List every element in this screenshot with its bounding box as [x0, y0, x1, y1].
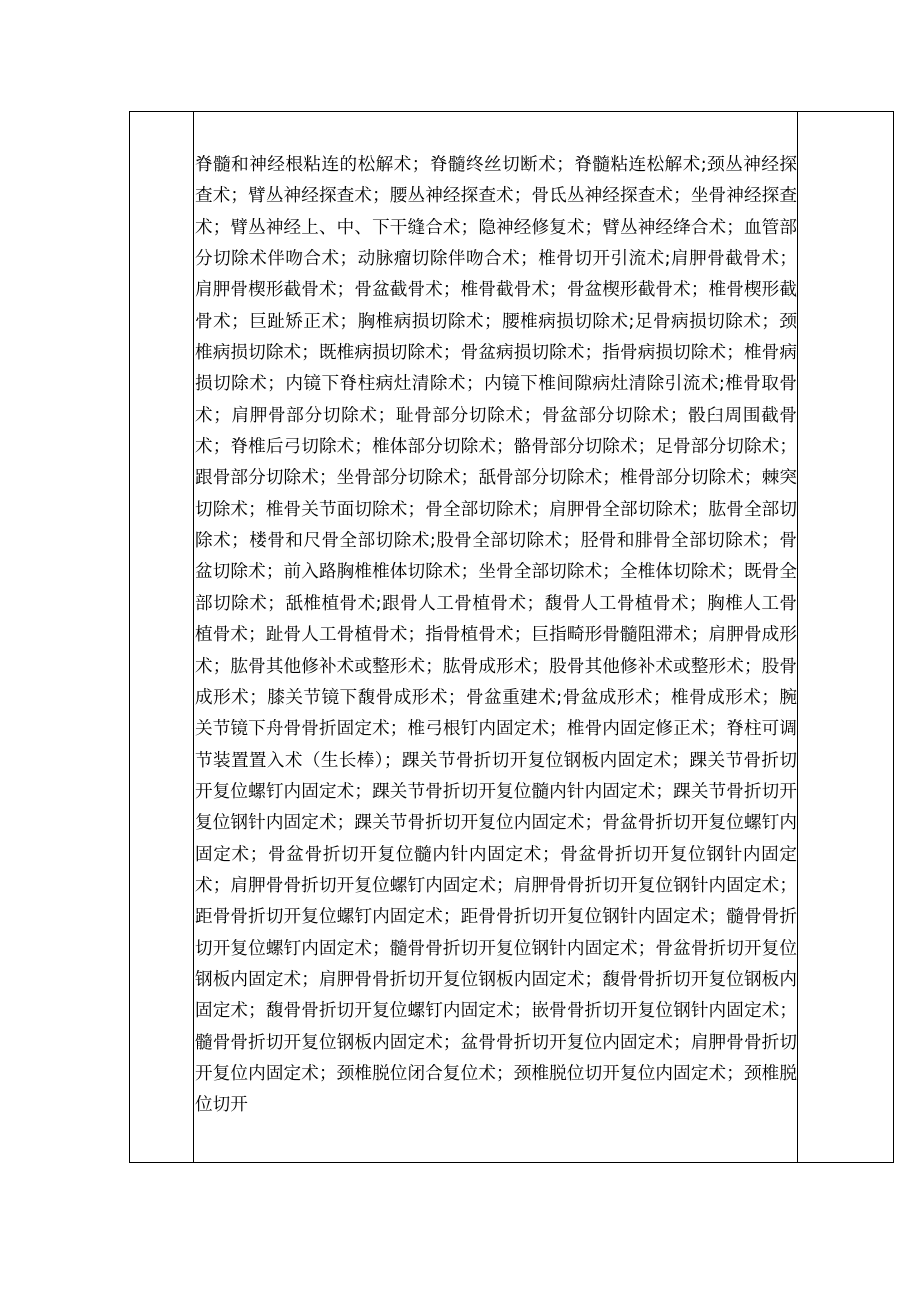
table-row [130, 112, 894, 1163]
procedure-table [129, 111, 894, 1163]
right-empty-cell [798, 112, 894, 1163]
procedure-list-text: 脊髓和神经根粘连的松解术；脊髓终丝切断术；脊髓粘连松解术;颈丛神经探查术；臂丛神经探查术；腰丛神经探查术；骨氐丛神经探查术；坐骨神经探查术；臂丛神经上、中、下干缝合术；隐神经修复术；臂丛神经绛合术；血管部分切除术伴吻合术；动脉瘤切除伴吻合术；椎骨切开引流术;肩胛骨截骨术；肩胛骨楔形截骨术；骨盆截骨术；椎骨截骨术；骨盆楔形截骨术；椎骨楔形截骨术；巨趾矫正术；胸椎病损切除术；腰椎病损切除术;足骨病损切除术；颈椎病损切除术；既椎病损切除术；骨盆病损切除术；指骨病损切除术；椎骨病损切除术；内镜下脊柱病灶清除术；内镜下椎间隙病灶清除引流术;椎骨取骨术；肩胛骨部分切除术；耻骨部分切除术；骨盆部分切除术；骰臼周围截骨术；脊椎后弓切除术；椎体部分切除术；骼骨部分切除术；足骨部分切除术；跟骨部分切除术；坐骨部分切除术；舐骨部分切除术；椎骨部分切除术；棘突切除术；椎骨关节面切除术；骨全部切除术；肩胛骨全部切除术；肱骨全部切除术；楼骨和尺骨全部切除术;股骨全部切除术；胫骨和腓骨全部切除术；骨盆切除术；前入路胸椎椎体切除术；坐骨全部切除术；全椎体切除术；既骨全部切除术；舐椎植骨术;跟骨人工骨植骨术；馥骨人工骨植骨术；胸椎人工骨植骨术；趾骨人工骨植骨术；指骨植骨术；巨指畸形骨髓阻滞术；肩胛骨成形术；肱骨其他修补术或整形术；肱骨成形术；股骨其他修补术或整形术；股骨成形术；膝关节镜下馥骨成形术；骨盆重建术;骨盆成形术；椎骨成形术；腕关节镜下舟骨骨折固定术；椎弓根钉内固定术；椎骨内固定修正术；脊柱可调节装置置入术（生长棒）；踝关节骨折切开复位钢板内固定术；踝关节骨折切开复位螺钉内固定术；踝关节骨折切开复位髓内针内固定术；踝关节骨折切开复位钢针内固定术；踝关节骨折切开复位内固定术；骨盆骨折切开复位螺钉内固定术；骨盆骨折切开复位髓内针内固定术；骨盆骨折切开复位钢针内固定术；肩胛骨骨折切开复位螺钉内固定术；肩胛骨骨折切开复位钢针内固定术；距骨骨折切开复位螺钉内固定术；距骨骨折切开复位钢针内固定术；髓骨骨折切开复位螺钉内固定术；髓骨骨折切开复位钢针内固定术；骨盆骨折切开复位钢板内固定术；肩胛骨骨折切开复位钢板内固定术；馥骨骨折切开复位钢板内固定术；馥骨骨折切开复位螺钉内固定术；嵌骨骨折切开复位钢针内固定术；髓骨骨折切开复位钢板内固定术；盆骨骨折切开复位内固定术；肩胛骨骨折切开复位内固定术；颈椎脱位闭合复位术；颈椎脱位切开复位内固定术；颈椎脱位切开 [195, 155, 797, 1116]
left-empty-cell [130, 112, 194, 1163]
procedure-list-cell [194, 112, 798, 1163]
